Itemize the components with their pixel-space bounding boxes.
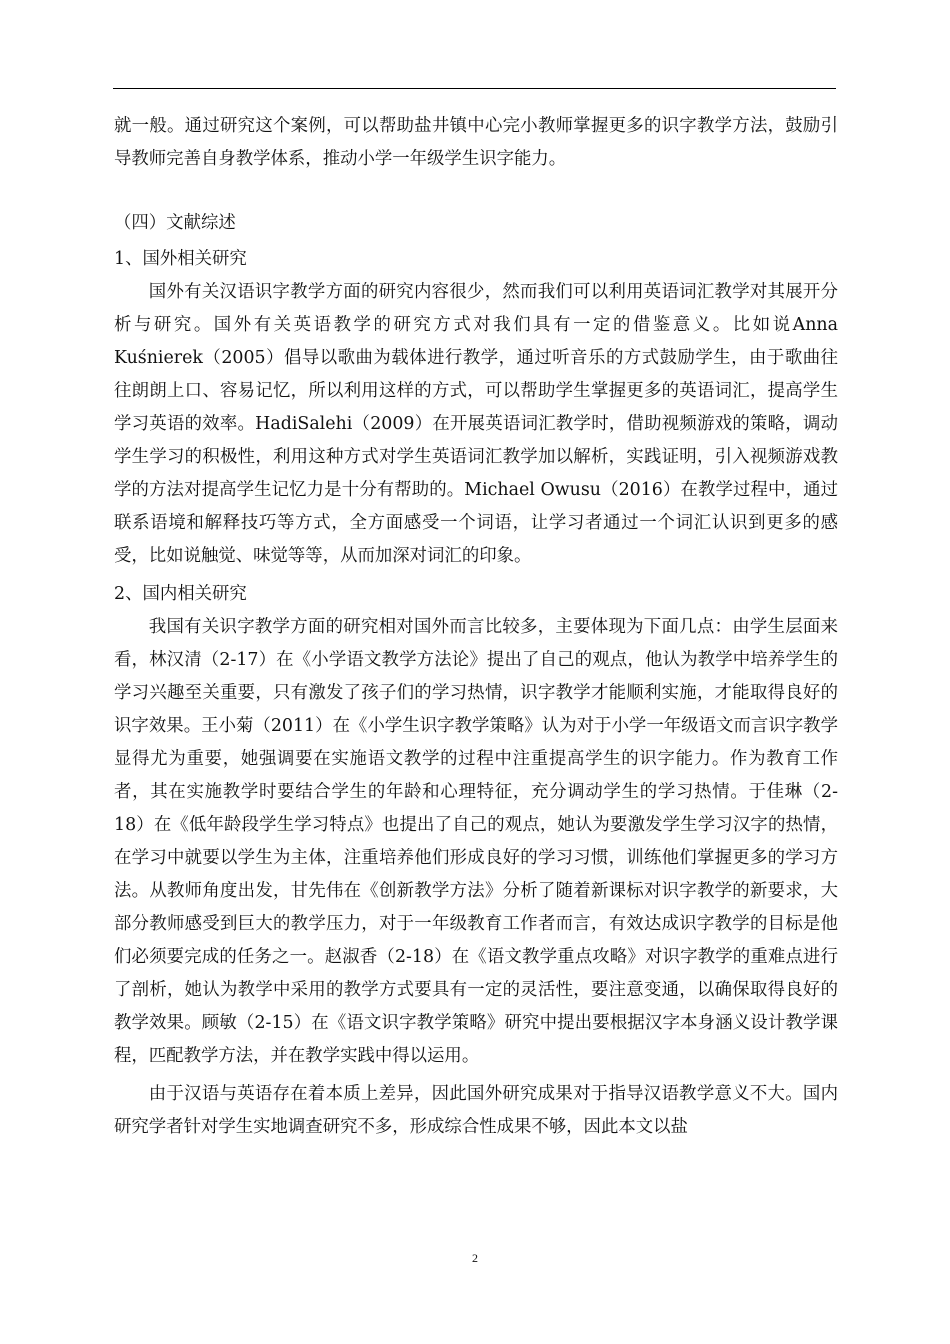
opening-paragraph: 就一般。通过研究这个案例，可以帮助盐井镇中心完小教师掌握更多的识字教学方法，鼓励引导教师完善自身教学体系，推动小学一年级学生识字能力。 <box>114 116 838 169</box>
page-number: 2 <box>472 1251 478 1265</box>
subsection-heading-domestic: 2、国内相关研究 <box>114 584 247 604</box>
foreign-research-paragraph: 国外有关汉语识字教学方面的研究内容很少，然而我们可以利用英语词汇教学对其展开分析与研究。国外有关英语教学的研究方式对我们具有一定的借鉴意义。比如说Anna Kuśnierek（2005）倡导以歌曲为载体进行教学，通过听音乐的方式鼓励学生，由于歌曲往往朗朗上口、容易记忆，所以利用这样的方式，可以帮助学生掌握更多的英语词汇，提高学生学习英语的效率。HadiSalehi（2009）在开展英语词汇教学时，借助视频游戏的策略，调动学生学习的积极性，利用这种方式对学生英语词汇教学加以解析，实践证明，引入视频游戏教学的方法对提高学生记忆力是十分有帮助的。Michael Owusu（2016）在教学过程中，通过联系语境和解释技巧等方式，全方面感受一个词语，让学习者通过一个词汇认识到更多的感受，比如说触觉、味觉等等，从而加深对词汇的印象。 <box>114 282 838 566</box>
document-body <box>114 110 838 1144</box>
closing-paragraph: 由于汉语与英语存在着本质上差异，因此国外研究成果对于指导汉语教学意义不大。国内研究学者针对学生实地调查研究不多，形成综合性成果不够，因此本文以盐 <box>114 1084 838 1137</box>
subsection-heading-foreign: 1、国外相关研究 <box>114 249 247 269</box>
section-heading: （四）文献综述 <box>114 213 236 233</box>
header-rule <box>113 88 836 89</box>
domestic-research-paragraph: 我国有关识字教学方面的研究相对国外而言比较多，主要体现为下面几点：由学生层面来看，林汉清（2-17）在《小学语文教学方法论》提出了自己的观点，他认为教学中培养学生的学习兴趣至关重要，只有激发了孩子们的学习热情，识字教学才能顺利实施，才能取得良好的识字效果。王小菊（2011）在《小学生识字教学策略》认为对于小学一年级语文而言识字教学显得尤为重要，她强调要在实施语文教学的过程中注重提高学生的识字能力。作为教育工作者，其在实施教学时要结合学生的年龄和心理特征，充分调动学生的学习热情。于佳琳（2-18）在《低年龄段学生学习特点》也提出了自己的观点，她认为要激发学生学习汉字的热情，在学习中就要以学生为主体，注重培养他们形成良好的学习习惯，训练他们掌握更多的学习方法。从教师角度出发，甘先伟在《创新教学方法》分析了随着新课标对识字教学的新要求，大部分教师感受到巨大的教学压力，对于一年级教育工作者而言，有效达成识字教学的目标是他们必须要完成的任务之一。赵淑香（2-18）在《语文教学重点攻略》对识字教学的重难点进行了剖析，她认为教学中采用的教学方式要具有一定的灵活性，要注意变通，以确保取得良好的教学效果。顾敏（2-15）在《语文识字教学策略》研究中提出要根据汉字本身涵义设计教学课程，匹配教学方法，并在教学实践中得以运用。 <box>114 617 838 1066</box>
